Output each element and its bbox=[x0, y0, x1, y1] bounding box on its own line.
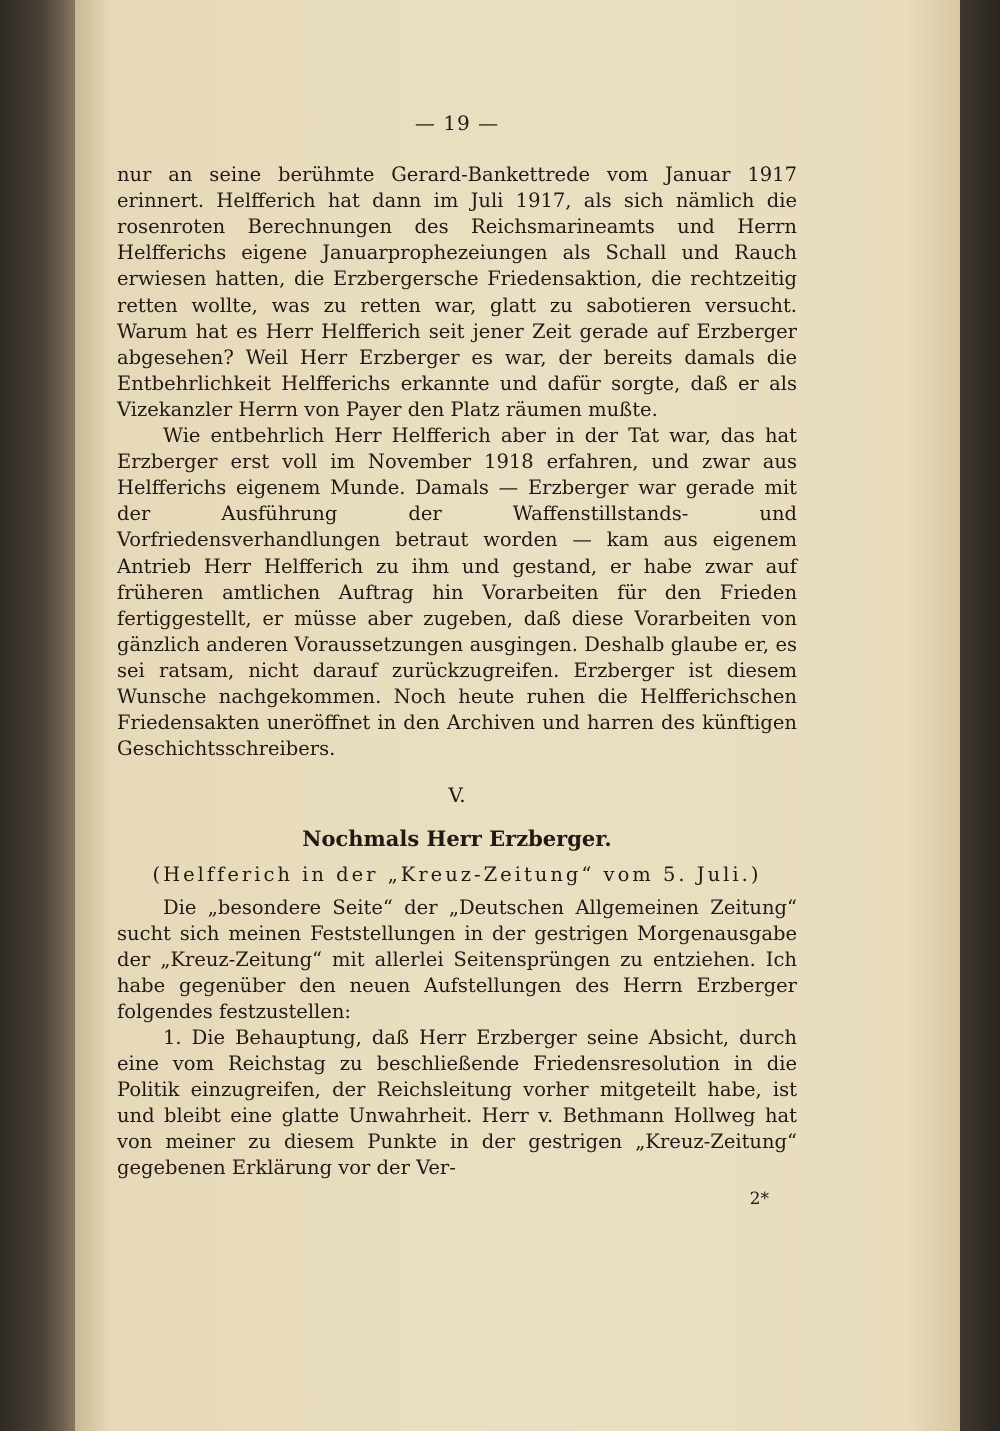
paragraph-3: Die „besondere Seite“ der „Deutschen Allgemeinen Zeitung“ sucht sich meinen Feststellungen in der gestrigen Morgenausgabe der „Kreuz-Zeitung“ mit allerlei Seitensprüngen zu entziehen. Ich habe gegenüber den neuen Aufstellungen des Herrn Erzberger folgendes festzustellen: bbox=[117, 895, 797, 1023]
page-edge-shadow bbox=[960, 0, 1000, 1431]
paragraph-1: nur an seine berühmte Gerard-Bankettrede vom Januar 1917 erinnert. Helfferich hat dann im Juli 1917, als sich nämlich die rosenroten Berechnungen des Reichsmarineamts und Herrn Helfferichs eigene Januarprophezeiungen als Schall und Rauch erwiesen hatten, die Erzbergersche Friedensaktion, die rechtzeitig retten wollte, was zu retten war, glatt zu sabotieren versucht. Warum hat es Herr Helfferich seit jener Zeit gerade auf Erzberger abgesehen? Weil Herr Erzberger es war, der bereits damals die Entbehrlichkeit Helfferichs erkannte und dafür sorgte, daß er als Vizekanzler Herrn von Payer den Platz räumen mußte. bbox=[117, 163, 797, 421]
signature-mark: 2* bbox=[749, 1188, 769, 1209]
section-title: Nochmals Herr Erzberger. bbox=[302, 826, 612, 852]
page-text-block bbox=[117, 110, 797, 1212]
page-number: — 19 — bbox=[414, 111, 500, 135]
section-number: V. bbox=[448, 783, 466, 808]
paragraph-4: 1. Die Behauptung, daß Herr Erzberger seine Absicht, durch eine vom Reichstag zu beschließende Friedensresolution in die Politik einzugreifen, der Reichsleitung vorher mitgeteilt habe, ist und bleibt eine glatte Unwahrheit. Herr v. Bethmann Hollweg hat von meiner zu diesem Punkte in der gestrigen „Kreuz-Zeitung“ gegebenen Erklärung vor der Ver- bbox=[117, 1026, 797, 1180]
book-spine-shadow bbox=[0, 0, 75, 1431]
section-subtitle: (Helfferich in der „Kreuz-Zeitung“ vom 5. Juli.) bbox=[152, 863, 762, 887]
paragraph-2: Wie entbehrlich Herr Helfferich aber in der Tat war, das hat Erzberger erst voll im November 1918 erfahren, und zwar aus Helfferichs eigenem Munde. Damals — Erzberger war gerade mit der Ausführung der Waffenstillstands- und Vorfriedensverhandlungen betraut worden — kam aus eigenem Antrieb Herr Helfferich zu ihm und gestand, er habe zwar auf früheren amtlichen Auftrag hin Vorarbeiten für den Frieden fertiggestellt, er müsse aber zugeben, daß diese Vorarbeiten von gänzlich anderen Voraussetzungen ausgingen. Deshalb glaube er, es sei ratsam, nicht darauf zurückzugreifen. Erzberger ist diesem Wunsche nachgekommen. Noch heute ruhen die Helfferichschen Friedensakten uneröffnet in den Archiven und harren des künftigen Geschichtsschreibers. bbox=[117, 424, 797, 761]
